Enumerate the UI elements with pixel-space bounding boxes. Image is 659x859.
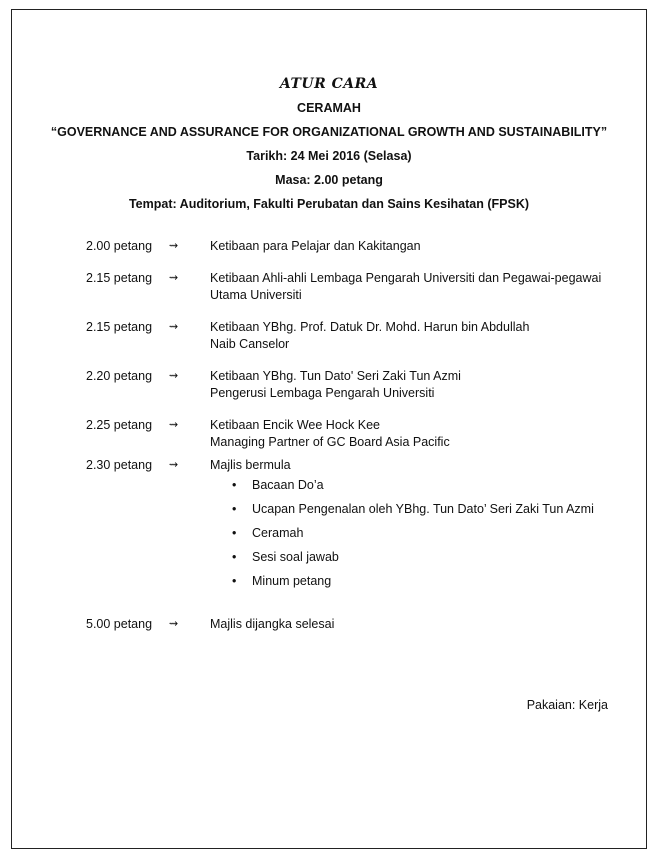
event-theme: “GOVERNANCE AND ASSURANCE FOR ORGANIZATIONAL GROWTH AND SUSTAINABILITY” (50, 125, 608, 139)
schedule-row (86, 417, 626, 451)
schedule-row (86, 270, 626, 304)
description-line: Utama Universiti (210, 288, 302, 302)
schedule-description (210, 270, 626, 304)
sublist-item (232, 549, 626, 566)
event-date: Tarikh: 24 Mei 2016 (Selasa) (246, 149, 412, 163)
sublist-item (232, 477, 626, 494)
schedule-description (210, 457, 626, 590)
schedule-row (86, 319, 626, 353)
arrow-bullet-icon: ⇝ (169, 459, 179, 471)
schedule-time: 2.00 petang (86, 239, 153, 253)
schedule-time: 2.25 petang (86, 418, 153, 432)
description-line: Majlis dijangka selesai (210, 617, 335, 631)
schedule-description (210, 319, 626, 353)
program-sublist (210, 477, 626, 590)
event-venue: Tempat: Auditorium, Fakulti Perubatan dan Sains Kesihatan (FPSK) (128, 197, 530, 211)
schedule-row (86, 457, 626, 590)
schedule-description (210, 368, 626, 402)
arrow-bullet-icon: ⇝ (169, 618, 179, 630)
document-title: ATUR CARA (279, 76, 379, 92)
description-line: Pengerusi Lembaga Pengarah Universiti (210, 386, 435, 400)
sublist-item-label: Sesi soal jawab (252, 550, 339, 564)
bullet-dot-icon: • (232, 574, 237, 588)
sublist-item (232, 573, 626, 590)
schedule-time: 2.15 petang (86, 271, 153, 285)
schedule-time: 2.15 petang (86, 320, 153, 334)
document-page (11, 9, 647, 849)
event-time: Masa: 2.00 petang (275, 173, 383, 187)
header (12, 72, 646, 216)
schedule-row (86, 238, 626, 255)
description-line: Majlis bermula (210, 458, 291, 472)
arrow-bullet-icon: ⇝ (169, 240, 179, 252)
arrow-bullet-icon: ⇝ (169, 419, 179, 431)
schedule-description (210, 616, 626, 633)
bullet-dot-icon: • (232, 526, 237, 540)
sublist-item-label: Ceramah (252, 526, 304, 540)
schedule-time: 2.20 petang (86, 369, 153, 383)
bullet-dot-icon: • (232, 550, 237, 564)
description-line: Ketibaan Ahli-ahli Lembaga Pengarah Universiti dan Pegawai-pegawai (210, 271, 602, 285)
description-line: Managing Partner of GC Board Asia Pacific (210, 435, 450, 449)
arrow-bullet-icon: ⇝ (169, 272, 179, 284)
bullet-dot-icon: • (232, 502, 237, 516)
schedule-list (86, 238, 626, 648)
schedule-time: 5.00 petang (86, 617, 153, 631)
sublist-item-label: Minum petang (252, 574, 332, 588)
description-line: Naib Canselor (210, 337, 290, 351)
attire-note: Pakaian: Kerja (526, 698, 608, 712)
description-line: Ketibaan Encik Wee Hock Kee (210, 418, 381, 432)
document-subtitle: CERAMAH (297, 101, 361, 115)
sublist-item-label: Ucapan Pengenalan oleh YBhg. Tun Dato’ Seri Zaki Tun Azmi (252, 502, 594, 516)
schedule-row (86, 368, 626, 402)
description-line: Ketibaan YBhg. Tun Dato' Seri Zaki Tun Azmi (210, 369, 461, 383)
description-line: Ketibaan para Pelajar dan Kakitangan (210, 239, 421, 253)
sublist-item (232, 501, 626, 518)
sublist-item (232, 525, 626, 542)
arrow-bullet-icon: ⇝ (169, 370, 179, 382)
sublist-item-label: Bacaan Do’a (252, 478, 324, 492)
arrow-bullet-icon: ⇝ (169, 321, 179, 333)
schedule-description (210, 238, 626, 255)
bullet-dot-icon: • (232, 478, 237, 492)
description-line: Ketibaan YBhg. Prof. Datuk Dr. Mohd. Harun bin Abdullah (210, 320, 530, 334)
schedule-description (210, 417, 626, 451)
schedule-time: 2.30 petang (86, 458, 153, 472)
schedule-row (86, 616, 626, 633)
